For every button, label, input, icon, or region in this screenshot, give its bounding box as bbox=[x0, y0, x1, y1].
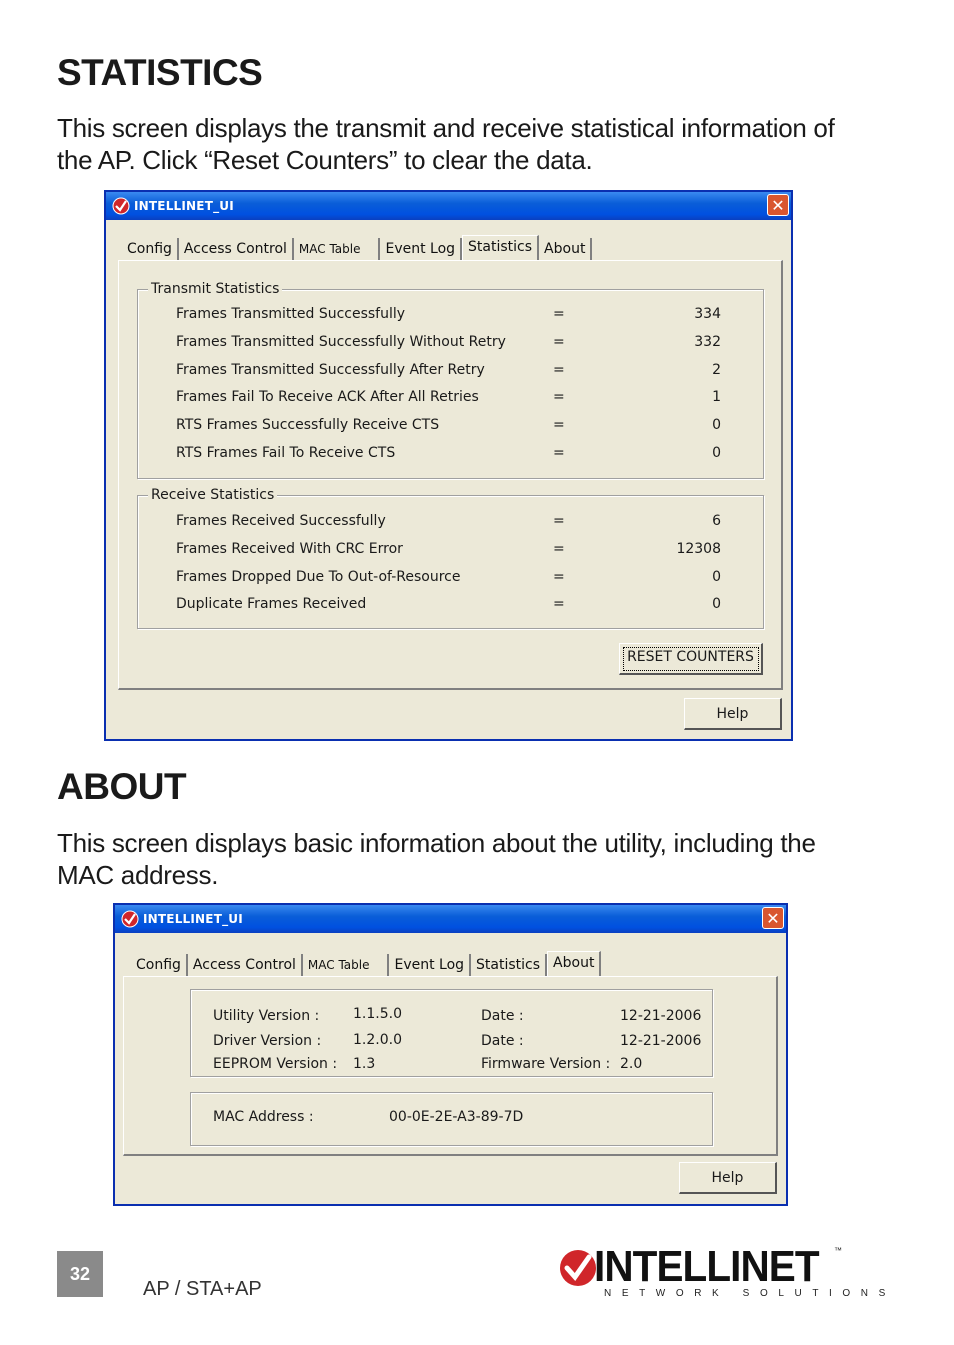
close-button[interactable] bbox=[767, 194, 789, 216]
transmit-group-label: Transmit Statistics bbox=[148, 281, 282, 297]
utility-date-value: 12-21-2006 bbox=[620, 1008, 702, 1024]
window-title: INTELLINET_UI bbox=[134, 199, 234, 213]
transmit-row bbox=[138, 306, 763, 326]
tab-access-control[interactable]: Access Control bbox=[179, 238, 294, 260]
version-group bbox=[190, 989, 713, 1077]
tab-bar bbox=[131, 954, 601, 976]
app-icon bbox=[112, 197, 130, 215]
transmit-row-equals: = bbox=[553, 417, 565, 434]
transmit-row-value: 1 bbox=[712, 389, 721, 406]
receive-row bbox=[138, 541, 763, 561]
tab-access-control[interactable]: Access Control bbox=[188, 954, 303, 976]
mac-address-value: 00-0E-2E-A3-89-7D bbox=[389, 1109, 524, 1125]
titlebar[interactable] bbox=[106, 192, 791, 220]
product-label: AP / STA+AP bbox=[143, 1278, 262, 1300]
receive-group-label: Receive Statistics bbox=[148, 487, 277, 503]
firmware-version-label: Firmware Version : bbox=[481, 1056, 611, 1072]
titlebar[interactable] bbox=[115, 905, 786, 933]
transmit-row-value: 0 bbox=[712, 445, 721, 461]
receive-row-label: Frames Dropped Due To Out-of-Resource bbox=[176, 568, 461, 585]
transmit-row-equals: = bbox=[553, 389, 565, 406]
utility-version-label: Utility Version : bbox=[213, 1008, 320, 1024]
receive-row-value: 12308 bbox=[676, 540, 721, 557]
tab-about[interactable]: About bbox=[547, 951, 601, 976]
about-heading: ABOUT bbox=[57, 766, 187, 807]
transmit-row-label: Frames Transmitted Successfully bbox=[176, 306, 406, 322]
mac-address-label: MAC Address : bbox=[213, 1109, 314, 1125]
transmit-row-equals: = bbox=[553, 445, 565, 461]
transmit-row bbox=[138, 334, 763, 354]
transmit-row-label: Frames Transmitted Successfully Without Retry bbox=[176, 333, 506, 350]
transmit-row-value: 332 bbox=[694, 333, 721, 350]
help-button[interactable]: Help bbox=[679, 1162, 777, 1194]
tab-config[interactable]: Config bbox=[131, 954, 188, 976]
receive-row bbox=[138, 569, 763, 589]
eeprom-version-value: 1.3 bbox=[353, 1056, 376, 1072]
tab-mac-table[interactable]: MAC Table bbox=[303, 954, 390, 976]
close-button[interactable] bbox=[762, 907, 784, 929]
transmit-row-label: RTS Frames Fail To Receive CTS bbox=[176, 445, 396, 461]
close-icon: ✕ bbox=[766, 909, 780, 928]
tab-config[interactable]: Config bbox=[122, 238, 179, 260]
receive-row-value: 0 bbox=[712, 596, 721, 613]
about-window bbox=[113, 903, 788, 1206]
transmit-row-value: 0 bbox=[712, 417, 721, 434]
tab-bar bbox=[122, 238, 592, 260]
transmit-row-value: 334 bbox=[694, 306, 721, 322]
transmit-row bbox=[138, 445, 763, 465]
transmit-row-label: Frames Fail To Receive ACK After All Retries bbox=[176, 389, 479, 406]
about-panel bbox=[123, 976, 778, 1156]
mac-group bbox=[190, 1092, 713, 1146]
driver-version-value: 1.2.0.0 bbox=[353, 1032, 402, 1048]
statistics-description: This screen displays the transmit and receive statistical information of the AP. Click “Reset Counters” to clear the data. bbox=[57, 113, 835, 175]
utility-version-value: 1.1.5.0 bbox=[353, 1006, 402, 1022]
driver-date-value: 12-21-2006 bbox=[620, 1033, 702, 1049]
window-title: INTELLINET_UI bbox=[143, 912, 243, 926]
logo-check-icon bbox=[558, 1248, 598, 1288]
receive-row bbox=[138, 596, 763, 616]
tab-event-log[interactable]: Event Log bbox=[389, 954, 471, 976]
receive-row-label: Frames Received With CRC Error bbox=[176, 540, 403, 557]
receive-row-label: Frames Received Successfully bbox=[176, 513, 386, 529]
transmit-row bbox=[138, 362, 763, 382]
utility-date-label: Date : bbox=[481, 1008, 524, 1024]
transmit-row-label: RTS Frames Successfully Receive CTS bbox=[176, 417, 440, 434]
app-icon bbox=[121, 910, 139, 928]
receive-row-label: Duplicate Frames Received bbox=[176, 596, 367, 613]
transmit-row bbox=[138, 417, 763, 437]
statistics-panel bbox=[118, 260, 783, 690]
receive-row bbox=[138, 513, 763, 533]
tab-event-log[interactable]: Event Log bbox=[380, 238, 462, 260]
about-description: This screen displays basic information about the utility, including the MAC address. bbox=[57, 828, 816, 890]
transmit-row-equals: = bbox=[553, 361, 565, 378]
firmware-version-value: 2.0 bbox=[620, 1056, 643, 1072]
eeprom-version-label: EEPROM Version : bbox=[213, 1056, 338, 1072]
receive-row-equals: = bbox=[553, 513, 565, 529]
statistics-heading: STATISTICS bbox=[57, 52, 263, 93]
receive-row-equals: = bbox=[553, 568, 565, 585]
receive-row-equals: = bbox=[553, 540, 565, 557]
reset-counters-button[interactable]: RESET COUNTERS bbox=[619, 643, 763, 675]
transmit-row-label: Frames Transmitted Successfully After Retry bbox=[176, 361, 485, 378]
receive-row-value: 6 bbox=[712, 513, 721, 529]
receive-group bbox=[137, 487, 764, 629]
logo-tagline: NETWORK SOLUTIONS bbox=[604, 1288, 896, 1299]
tab-about[interactable]: About bbox=[539, 238, 592, 260]
receive-row-equals: = bbox=[553, 596, 565, 613]
statistics-window bbox=[104, 190, 793, 741]
driver-version-label: Driver Version : bbox=[213, 1033, 322, 1049]
tab-mac-table[interactable]: MAC Table bbox=[294, 238, 381, 260]
page-number: 32 bbox=[57, 1251, 103, 1297]
tab-statistics[interactable]: Statistics bbox=[462, 235, 539, 260]
transmit-group bbox=[137, 281, 764, 479]
close-icon: ✕ bbox=[771, 196, 785, 215]
transmit-row-equals: = bbox=[553, 333, 565, 350]
help-button[interactable]: Help bbox=[684, 698, 782, 730]
driver-date-label: Date : bbox=[481, 1033, 524, 1049]
transmit-row bbox=[138, 389, 763, 409]
transmit-row-equals: = bbox=[553, 306, 565, 322]
logo-wordmark: INTELLINET bbox=[594, 1242, 819, 1291]
receive-row-value: 0 bbox=[712, 568, 721, 585]
logo-trademark: ™ bbox=[834, 1246, 842, 1255]
tab-statistics[interactable]: Statistics bbox=[471, 954, 547, 976]
transmit-row-value: 2 bbox=[712, 361, 721, 378]
